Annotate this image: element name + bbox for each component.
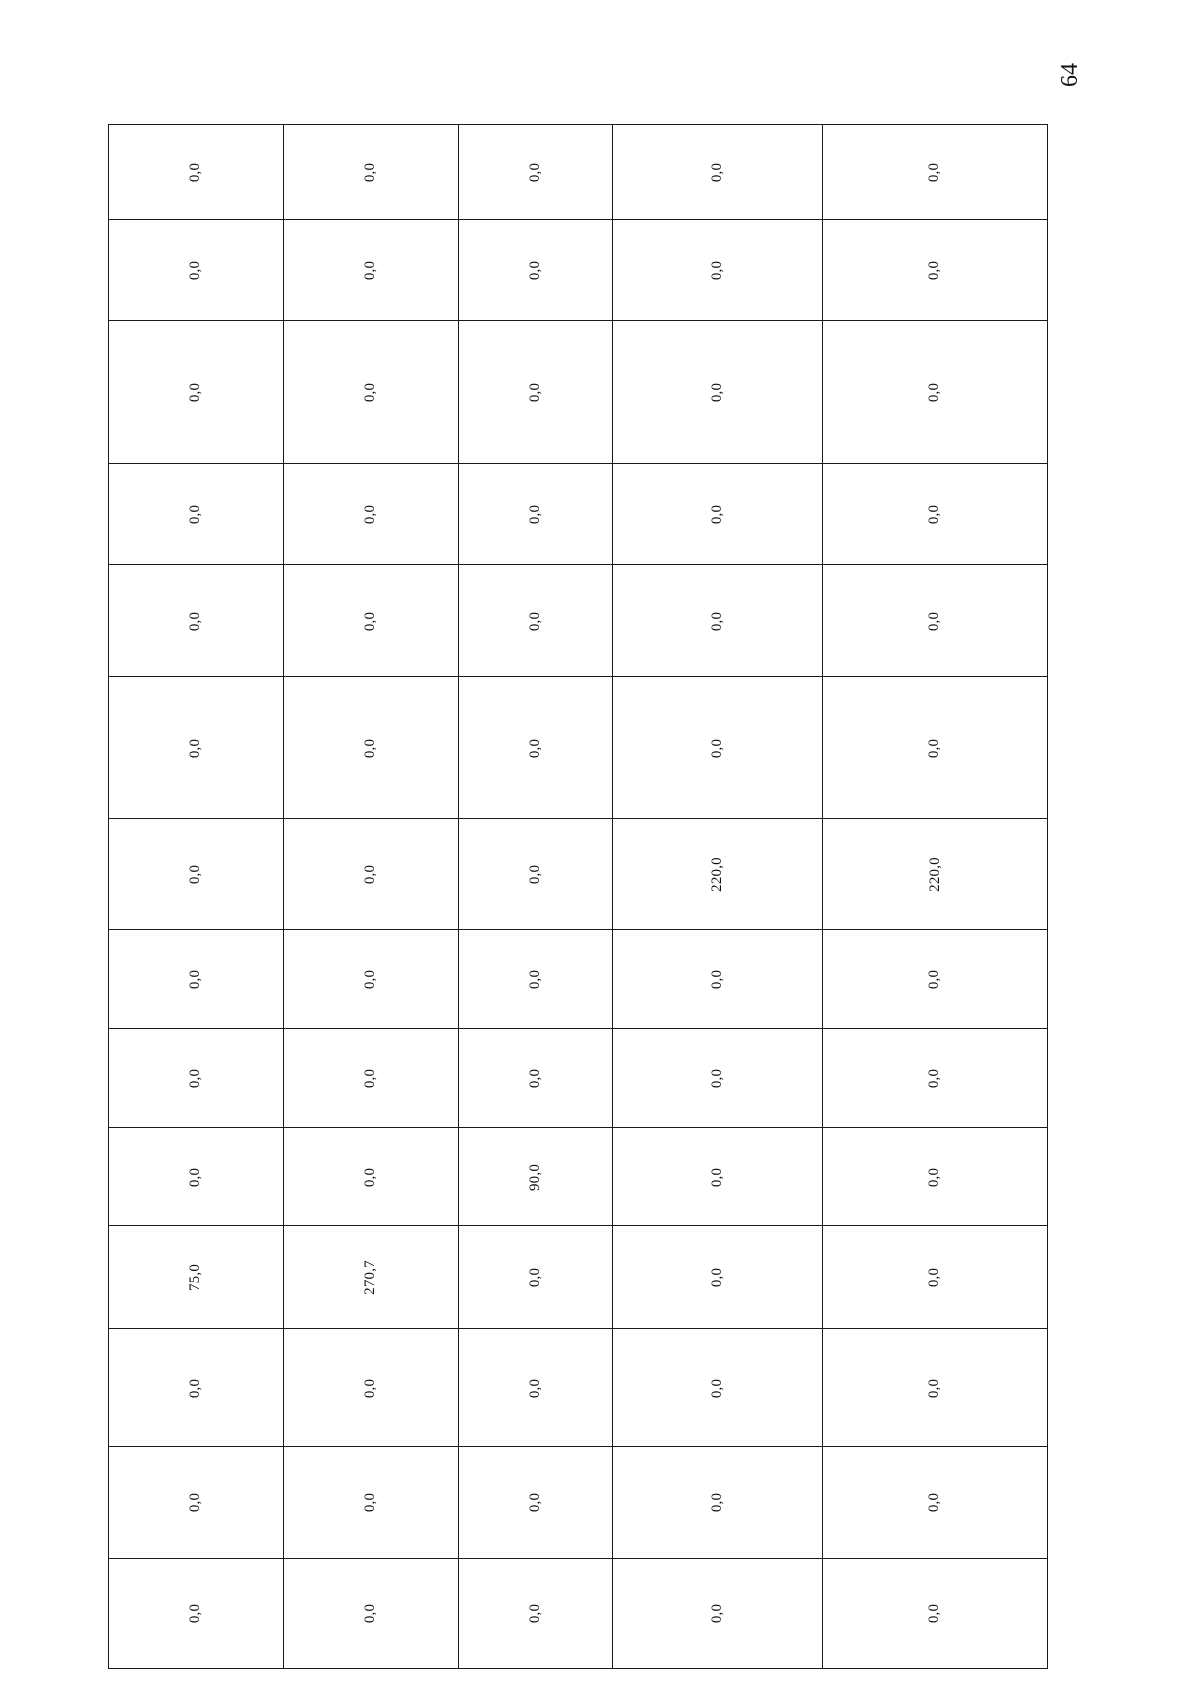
cell-value: 0,0 (709, 1167, 726, 1187)
table-cell (283, 929, 458, 1029)
cell-value: 0,0 (709, 261, 726, 281)
cell-value: 0,0 (709, 162, 726, 183)
cell-value: 0,0 (527, 1068, 544, 1089)
table-cell (823, 321, 1048, 464)
table-cell (458, 1029, 613, 1128)
table-cell (613, 1226, 823, 1329)
cell-value: 0,0 (362, 261, 379, 281)
cell-value: 0,0 (709, 1268, 726, 1288)
table-cell (823, 565, 1048, 676)
table-cell (109, 125, 284, 220)
table-cell (458, 929, 613, 1029)
cell-value: 0,0 (187, 504, 204, 525)
table-cell (613, 125, 823, 220)
cell-value: 0,0 (362, 1493, 379, 1513)
cell-value: 0,0 (527, 611, 544, 631)
table-cell (458, 565, 613, 676)
table-cell (283, 565, 458, 676)
cell-value: 0,0 (187, 1604, 204, 1624)
table-cell (109, 1447, 284, 1558)
table-cell (613, 929, 823, 1029)
cell-value: 0,0 (362, 1604, 379, 1624)
cell-value: 0,0 (187, 738, 204, 758)
cell-value: 0,0 (926, 1378, 943, 1398)
table-cell (283, 819, 458, 929)
cell-value: 0,0 (926, 1268, 943, 1288)
cell-value: 0,0 (527, 1378, 544, 1398)
cell-value: 0,0 (187, 1167, 204, 1187)
cell-value: 0,0 (926, 1604, 943, 1624)
cell-value: 0,0 (926, 611, 943, 631)
table-cell (283, 1029, 458, 1128)
cell-value: 0,0 (926, 1167, 943, 1187)
cell-value: 0,0 (527, 504, 544, 525)
cell-value: 0,0 (187, 611, 204, 631)
cell-value: 0,0 (527, 261, 544, 281)
cell-value: 0,0 (926, 969, 943, 990)
table-cell (823, 1127, 1048, 1226)
cell-value: 0,0 (926, 1493, 943, 1513)
page-number: 64 (1057, 63, 1083, 87)
table-cell (823, 463, 1048, 565)
table-cell (458, 1127, 613, 1226)
table-cell (458, 819, 613, 929)
table-cell (458, 1558, 613, 1668)
table-cell (613, 1329, 823, 1447)
table-cell (109, 676, 284, 819)
table-row (109, 929, 1048, 1029)
table-cell (613, 676, 823, 819)
table-cell (283, 1127, 458, 1226)
cell-value: 0,0 (362, 382, 379, 403)
table-cell (109, 1226, 284, 1329)
table-cell (613, 463, 823, 565)
table-row (109, 1226, 1048, 1329)
cell-value: 0,0 (709, 1604, 726, 1624)
table-cell (458, 463, 613, 565)
table-row (109, 819, 1048, 929)
table-cell (109, 1558, 284, 1668)
table-cell (823, 1029, 1048, 1128)
cell-value: 0,0 (926, 738, 943, 758)
cell-value: 0,0 (187, 1068, 204, 1089)
table-cell (823, 819, 1048, 929)
table-row (109, 676, 1048, 819)
table-cell (109, 220, 284, 321)
table-cell (613, 1127, 823, 1226)
cell-value: 0,0 (187, 261, 204, 281)
cell-value: 0,0 (926, 162, 943, 183)
table-cell (283, 463, 458, 565)
table-cell (109, 929, 284, 1029)
cell-value: 220,0 (709, 857, 726, 892)
cell-value: 0,0 (187, 1493, 204, 1513)
cell-value: 0,0 (362, 1378, 379, 1398)
cell-value: 0,0 (926, 504, 943, 525)
cell-value: 0,0 (527, 1604, 544, 1624)
cell-value: 0,0 (709, 1068, 726, 1089)
cell-value: 0,0 (926, 261, 943, 281)
cell-value: 0,0 (187, 864, 204, 885)
cell-value: 0,0 (527, 1493, 544, 1513)
cell-value: 0,0 (362, 504, 379, 525)
cell-value: 0,0 (362, 1068, 379, 1089)
table-row (109, 565, 1048, 676)
table-row (109, 1029, 1048, 1128)
table-cell (823, 1329, 1048, 1447)
cell-value: 0,0 (709, 611, 726, 631)
table-cell (283, 1329, 458, 1447)
table-cell (823, 125, 1048, 220)
table-row (109, 1447, 1048, 1558)
table-cell (283, 125, 458, 220)
table-cell (109, 1329, 284, 1447)
table-cell (613, 321, 823, 464)
cell-value: 0,0 (527, 969, 544, 990)
cell-value: 0,0 (362, 611, 379, 631)
table-cell (458, 1329, 613, 1447)
cell-value: 90,0 (527, 1163, 543, 1191)
cell-value: 0,0 (187, 382, 204, 403)
table-cell (823, 1558, 1048, 1668)
table-cell (283, 1447, 458, 1558)
table-cell (458, 220, 613, 321)
cell-value: 0,0 (709, 969, 726, 990)
table-cell (613, 1558, 823, 1668)
table-cell (613, 1029, 823, 1128)
cell-value: 0,0 (362, 969, 379, 990)
table-cell (109, 1127, 284, 1226)
table-cell (613, 819, 823, 929)
table-row (109, 1558, 1048, 1668)
cell-value: 0,0 (709, 1493, 726, 1513)
table-row (109, 125, 1048, 220)
data-table-container (108, 124, 1048, 1669)
table-cell (283, 220, 458, 321)
cell-value: 0,0 (362, 162, 379, 183)
cell-value: 0,0 (709, 504, 726, 525)
cell-value: 75,0 (187, 1264, 204, 1292)
table-cell (458, 1226, 613, 1329)
table-row (109, 1329, 1048, 1447)
table-cell (613, 1447, 823, 1558)
cell-value: 0,0 (926, 1068, 943, 1089)
table-cell (823, 929, 1048, 1029)
table-cell (613, 220, 823, 321)
table-cell (458, 676, 613, 819)
cell-value: 0,0 (527, 1268, 544, 1288)
table-body (109, 125, 1048, 1669)
cell-value: 0,0 (527, 162, 544, 183)
table-cell (613, 565, 823, 676)
table-cell (283, 1226, 458, 1329)
cell-value: 0,0 (187, 1378, 204, 1398)
table-cell (109, 819, 284, 929)
table-cell (109, 321, 284, 464)
data-table (108, 124, 1048, 1669)
table-row (109, 1127, 1048, 1226)
table-cell (109, 463, 284, 565)
table-cell (458, 1447, 613, 1558)
cell-value: 0,0 (527, 382, 544, 403)
table-cell (283, 1558, 458, 1668)
table-cell (109, 565, 284, 676)
cell-value: 0,0 (527, 864, 544, 885)
cell-value: 0,0 (709, 382, 726, 403)
table-cell (823, 1447, 1048, 1558)
table-cell (458, 321, 613, 464)
cell-value: 0,0 (362, 864, 379, 885)
cell-value: 0,0 (187, 162, 204, 183)
cell-value: 270,7 (362, 1260, 379, 1296)
cell-value: 220,0 (926, 857, 943, 892)
table-cell (283, 676, 458, 819)
table-row (109, 220, 1048, 321)
table-row (109, 463, 1048, 565)
table-cell (283, 321, 458, 464)
cell-value: 0,0 (362, 1167, 379, 1187)
table-cell (823, 676, 1048, 819)
cell-value: 0,0 (709, 1378, 726, 1398)
table-cell (458, 125, 613, 220)
cell-value: 0,0 (187, 969, 204, 990)
table-cell (823, 220, 1048, 321)
table-cell (823, 1226, 1048, 1329)
cell-value: 0,0 (362, 738, 379, 758)
cell-value: 0,0 (527, 738, 544, 758)
table-row (109, 321, 1048, 464)
cell-value: 0,0 (709, 738, 726, 758)
table-cell (109, 1029, 284, 1128)
cell-value: 0,0 (926, 382, 943, 403)
